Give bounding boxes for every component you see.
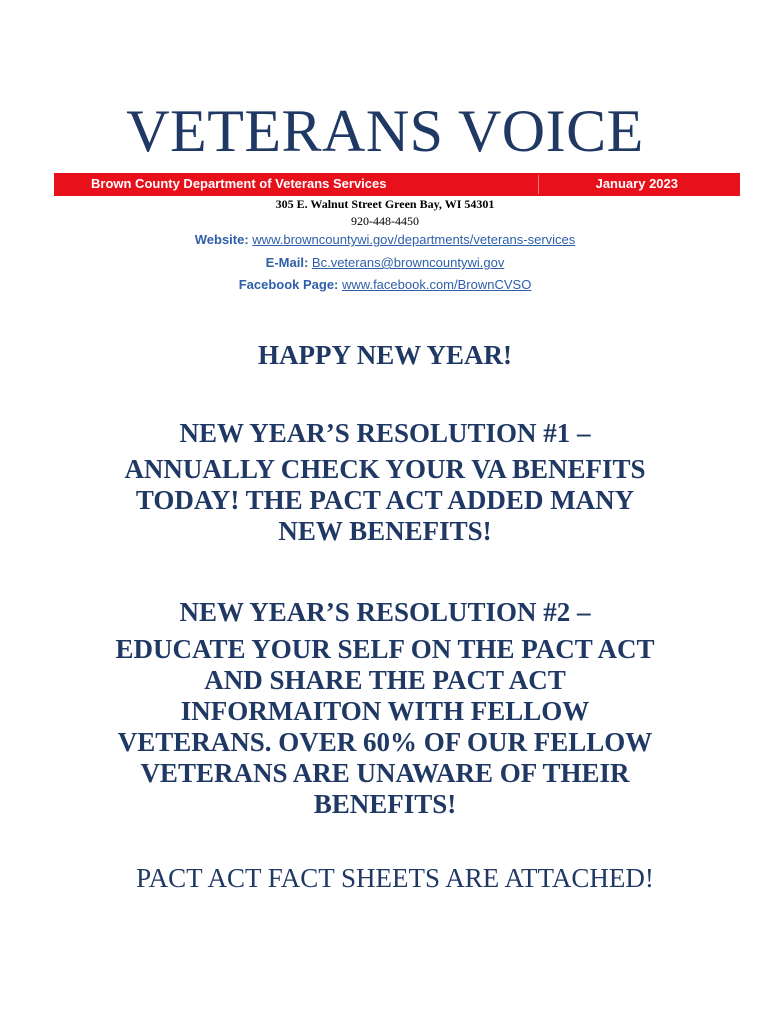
office-phone: 920-448-4450: [351, 214, 419, 228]
happy-new-year-heading: HAPPY NEW YEAR!: [258, 340, 512, 370]
email-label: E-Mail:: [265, 255, 309, 270]
resolution-2-line: VETERANS ARE UNAWARE OF THEIR: [140, 758, 630, 788]
resolution-1-line: TODAY! THE PACT ACT ADDED MANY: [135, 485, 635, 515]
department-name: Brown County Department of Veterans Services: [91, 176, 387, 191]
resolution-1-line: NEW BENEFITS!: [278, 516, 492, 546]
facebook-label: Facebook Page:: [238, 277, 339, 292]
resolution-1-line: ANNUALLY CHECK YOUR VA BENEFITS: [124, 454, 646, 484]
website-label: Website:: [194, 232, 249, 247]
resolution-2-title: NEW YEAR’S RESOLUTION #2 –: [179, 597, 591, 627]
office-address: 305 E. Walnut Street Green Bay, WI 54301: [275, 197, 495, 211]
issue-date: January 2023: [595, 176, 678, 191]
email-link[interactable]: Bc.veterans@browncountywi.gov: [311, 255, 505, 270]
newsletter-title: VETERANS VOICE: [126, 98, 644, 164]
resolution-1-body: [40, 454, 730, 547]
facebook-line: [0, 277, 770, 293]
masthead-banner: [54, 173, 740, 196]
banner-divider: [538, 175, 539, 194]
resolution-1-title: NEW YEAR’S RESOLUTION #1 –: [179, 418, 591, 448]
resolution-2-line: INFORMAITON WITH FELLOW: [180, 696, 590, 726]
email-line: [0, 255, 770, 271]
resolution-2-body: [30, 634, 740, 820]
fact-sheets-note: PACT ACT FACT SHEETS ARE ATTACHED!: [136, 863, 654, 893]
resolution-2-line: VETERANS. OVER 60% OF OUR FELLOW: [117, 727, 653, 757]
resolution-2-line: BENEFITS!: [313, 789, 457, 819]
facebook-link[interactable]: www.facebook.com/BrownCVSO: [342, 277, 532, 292]
website-link[interactable]: www.browncountywi.gov/departments/veterans-services: [252, 232, 576, 247]
website-line: [0, 232, 770, 248]
resolution-2-line: EDUCATE YOUR SELF ON THE PACT ACT: [115, 634, 655, 664]
resolution-2-line: AND SHARE THE PACT ACT: [204, 665, 566, 695]
